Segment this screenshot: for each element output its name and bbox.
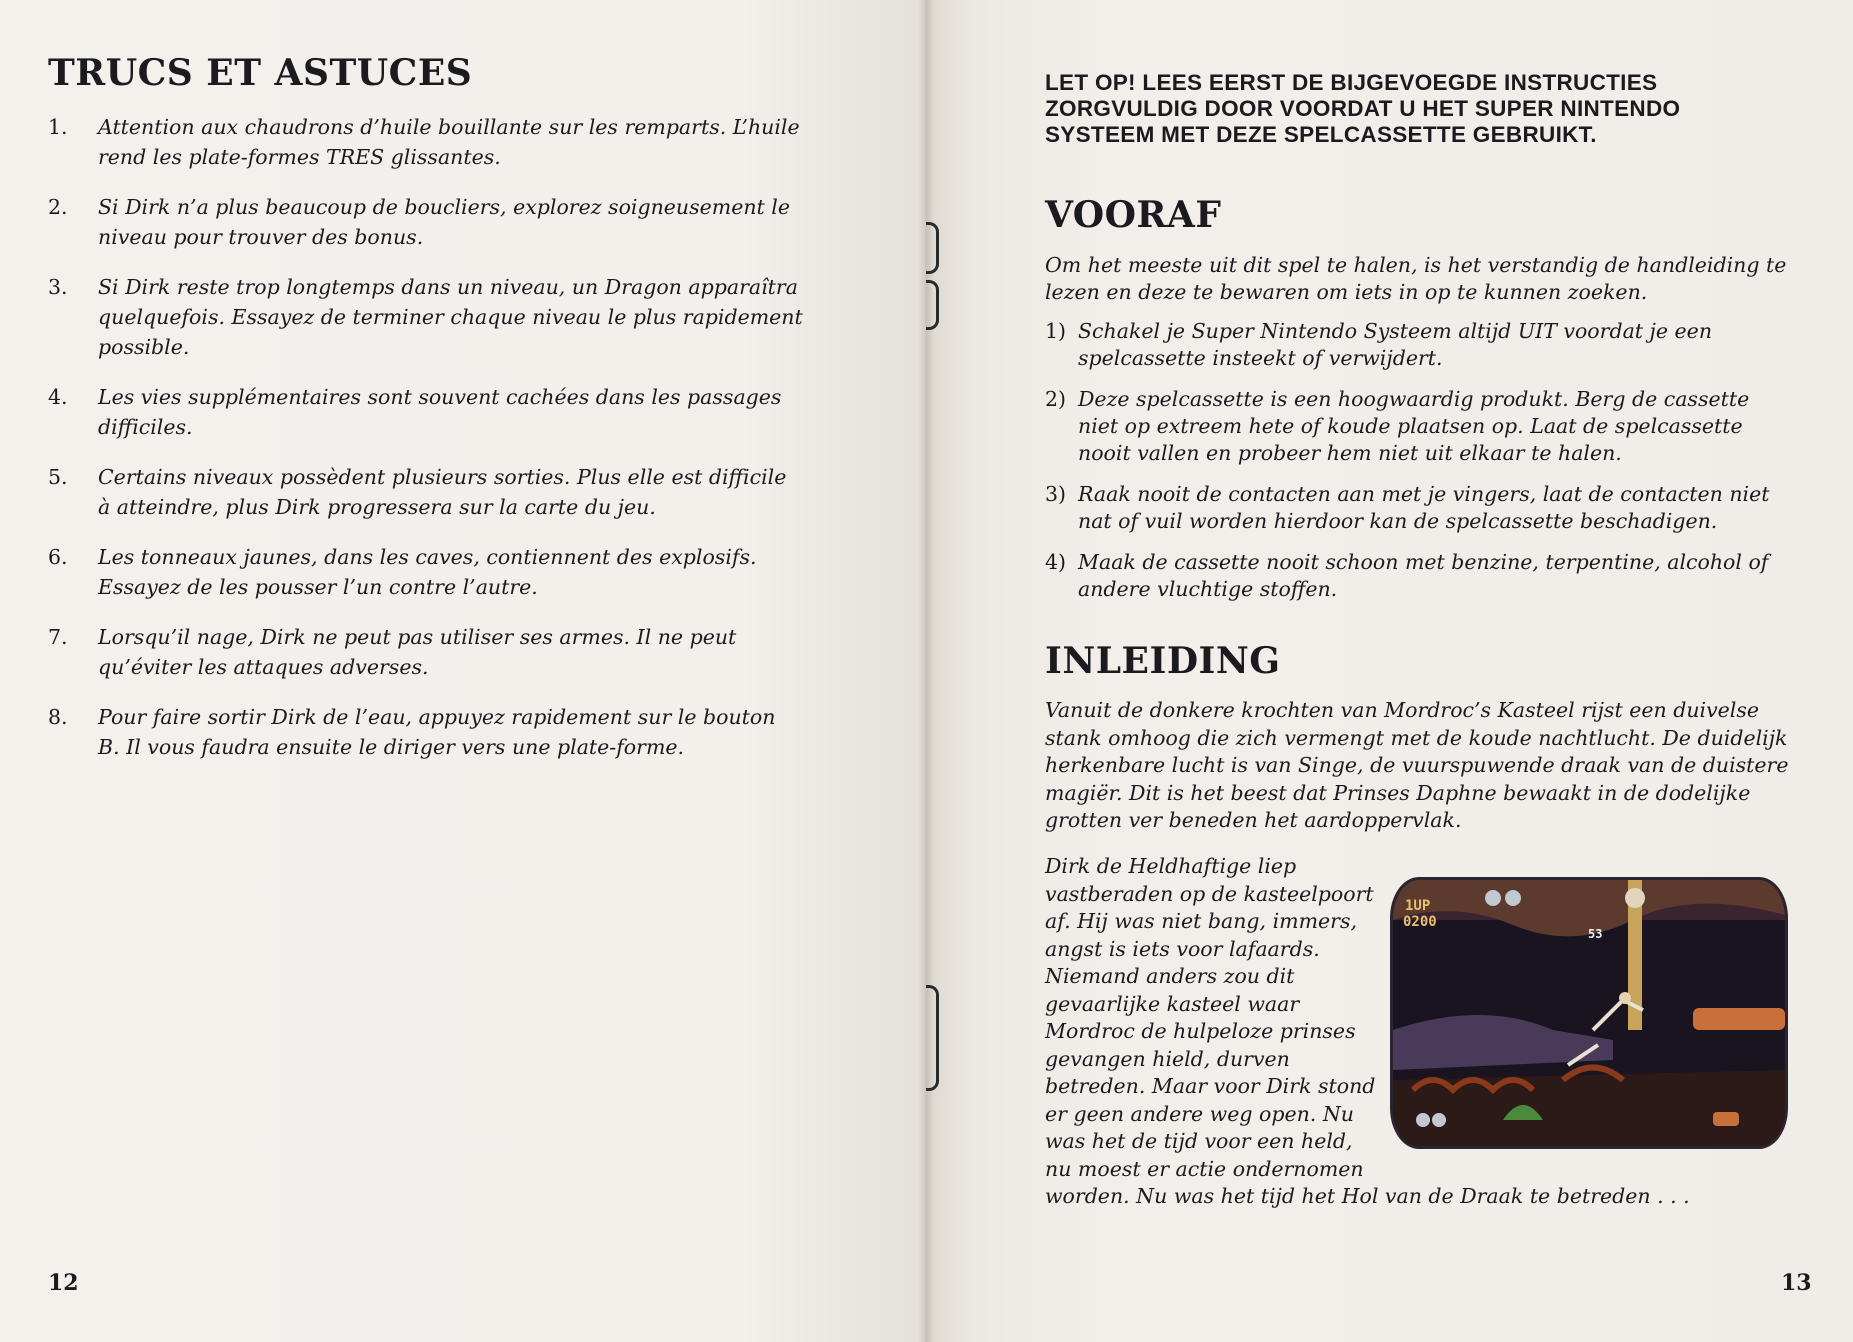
item-text: Certains niveaux possèdent plusieurs sorties. Plus elle est difficile à atteindre, plus Dirk progressera sur la carte du jeu. <box>98 465 787 519</box>
hud-label: 1UP <box>1405 898 1431 914</box>
item-number: 7. <box>48 625 68 649</box>
list-item <box>1045 549 1795 603</box>
page-title: TRUCS ET ASTUCES <box>48 52 473 94</box>
item-number: 1) <box>1045 319 1067 343</box>
item-text: Attention aux chaudrons d’huile bouillante sur les remparts. L’huile rend les plate-formes TRES glissantes. <box>98 115 800 169</box>
staple <box>926 222 939 274</box>
staple <box>926 280 939 330</box>
section-heading-inleiding: INLEIDING <box>1045 640 1281 682</box>
list-item <box>1045 318 1795 372</box>
item-number: 4. <box>48 385 68 409</box>
game-scene <box>1393 880 1785 1146</box>
item-text: Les vies supplémentaires sont souvent cachées dans les passages difficiles. <box>98 385 782 439</box>
item-number: 5. <box>48 465 68 489</box>
game-screenshot <box>1393 880 1785 1146</box>
item-text: Raak nooit de contacten aan met je vingers, laat de contacten niet nat of vuil worden hierdoor kan de spelcassette beschadigen. <box>1078 482 1770 533</box>
item-text: Schakel je Super Nintendo Systeem altijd UIT voordat je een spelcassette insteekt of verwijdert. <box>1078 319 1713 370</box>
item-number: 4) <box>1045 550 1067 574</box>
list-item <box>48 272 803 362</box>
item-text: Pour faire sortir Dirk de l’eau, appuyez rapidement sur le bouton B. Il vous faudra ensuite le diriger vers une plate-forme. <box>98 705 776 759</box>
list-item <box>1045 386 1795 467</box>
page-number: 13 <box>1781 1270 1812 1296</box>
item-number: 8. <box>48 705 68 729</box>
list-item <box>1045 481 1795 535</box>
list-item <box>48 192 803 252</box>
section-heading-vooraf: VOORAF <box>1045 194 1222 236</box>
item-number: 2. <box>48 195 68 219</box>
list-item <box>48 702 803 762</box>
item-number: 3) <box>1045 482 1067 506</box>
warning-notice: LET OP! LEES EERST DE BIJGEVOEGDE INSTRUCTIES ZORGVULDIG DOOR VOORDAT U HET SUPER NINTENDO SYSTEEM MET DEZE SPELCASSETTE GEBRUIKT. <box>1045 70 1681 147</box>
item-text: Les tonneaux jaunes, dans les caves, contiennent des explosifs. Essayez de les pousser l’un contre l’autre. <box>98 545 757 599</box>
vooraf-intro: Om het meeste uit dit spel te halen, is het verstandig de handleiding te lezen en deze te bewaren om iets in op te kunnen zoeken. <box>1045 253 1787 304</box>
item-text: Maak de cassette nooit schoon met benzine, terpentine, alcohol of andere vluchtige stoffen. <box>1078 550 1769 601</box>
item-number: 3. <box>48 275 68 299</box>
list-item <box>48 622 803 682</box>
paragraph-text: Dirk de Heldhaftige liep vastberaden op de kasteelpoort af. Hij was niet bang, immers, angst is iets voor lafaards. Niemand anders zou dit gevaarlijke kasteel waar Mordroc de hulpeloze prinses gevangen hield, durven betreden. Maar voor Dirk stond er geen andere weg open. Nu was het de tijd voor een held, nu moest er actie ondernomen worden. Nu was het tijd het Hol van de Draak te betreden . . . <box>1045 854 1690 1208</box>
item-text: Deze spelcassette is een hoogwaardig produkt. Berg de cassette niet op extreem hete of koude plaatsen op. Laat de spelcassette nooit vallen en probeer hem niet uit elkaar te halen. <box>1078 387 1750 465</box>
list-item <box>48 112 803 172</box>
tips-list <box>48 112 803 782</box>
list-item <box>48 382 803 442</box>
staple <box>926 985 939 1091</box>
item-number: 1. <box>48 115 68 139</box>
list-item <box>48 542 803 602</box>
hud-counter: 53 <box>1588 927 1603 941</box>
inleiding-paragraph: Vanuit de donkere krochten van Mordroc’s Kasteel rijst een duivelse stank omhoog die zich vermengt met de koude nachtlucht. De duidelijk herkenbare lucht is van Singe, de vuurspuwende draak van de duistere magiër. Dit is het beest dat Prinses Daphne bewaakt in de dodelijke grotten ver beneden het aardoppervlak. <box>1045 698 1789 832</box>
item-text: Lorsqu’il nage, Dirk ne peut pas utiliser ses armes. Il ne peut qu’éviter les attaques adverses. <box>98 625 737 679</box>
item-number: 2) <box>1045 387 1067 411</box>
item-text: Si Dirk reste trop longtemps dans un niveau, un Dragon apparaîtra quelquefois. Essayez de terminer chaque niveau le plus rapidement possible. <box>98 275 803 359</box>
book-spine <box>918 0 934 1342</box>
list-item <box>48 462 803 522</box>
hud-score: 0200 <box>1403 914 1437 930</box>
item-text: Si Dirk n’a plus beaucoup de boucliers, explorez soigneusement le niveau pour trouver des bonus. <box>98 195 790 249</box>
page-number: 12 <box>48 1270 79 1296</box>
item-number: 6. <box>48 545 68 569</box>
rules-list <box>1045 318 1795 617</box>
